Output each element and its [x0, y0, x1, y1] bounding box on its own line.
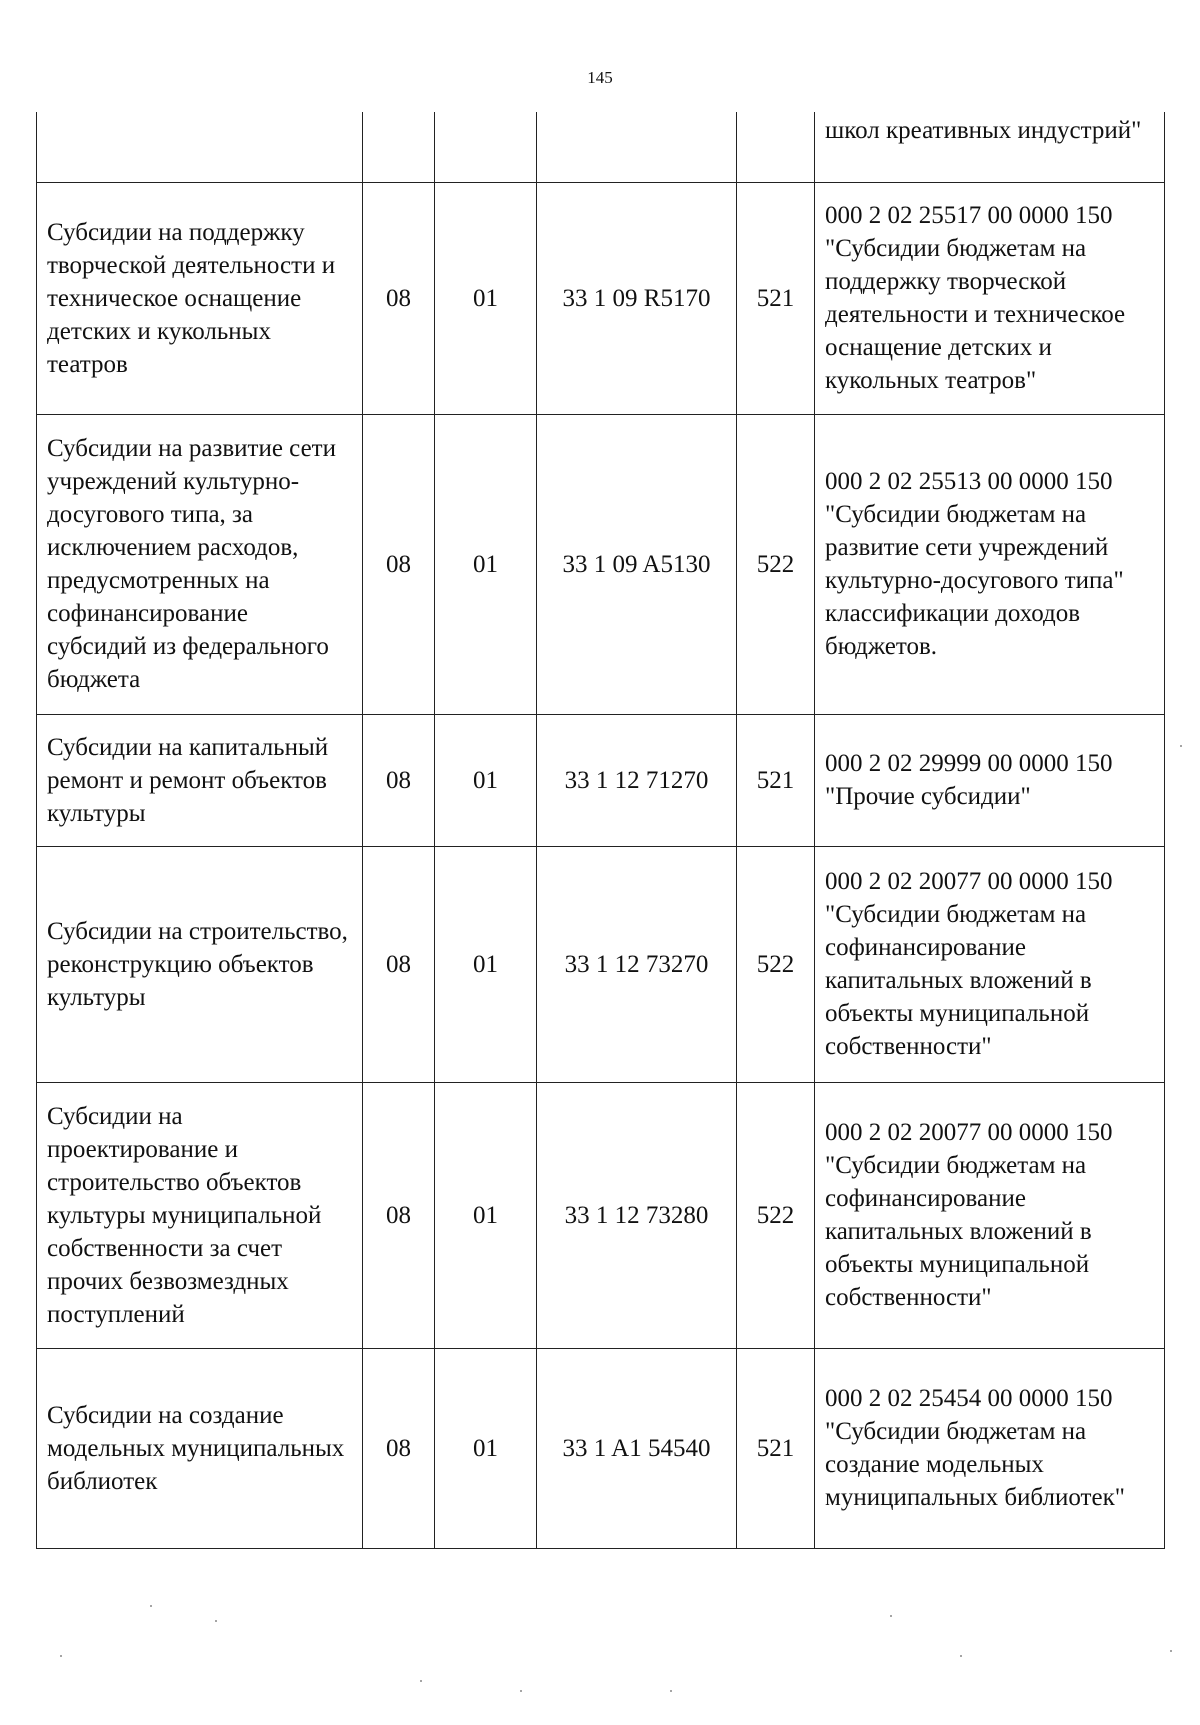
revenue-code-cell: 000 2 02 25517 00 0000 150 "Субсидии бюджетам на поддержку творческой деятельности и техническое оснащение детских и кукольных театров" — [815, 182, 1165, 414]
section-cell: 08 — [363, 714, 435, 846]
revenue-code-cell: 000 2 02 29999 00 0000 150 "Прочие субсидии" — [815, 714, 1165, 846]
scan-speck — [215, 1620, 217, 1622]
table-row — [37, 414, 1165, 714]
table-row — [37, 714, 1165, 846]
scan-speck — [420, 1680, 422, 1682]
scan-speck — [150, 1605, 152, 1607]
scan-speck — [60, 1655, 62, 1657]
budget-classification-table — [36, 112, 1165, 1549]
expense-type-cell — [737, 112, 815, 182]
target-article-cell — [537, 112, 737, 182]
section-cell: 08 — [363, 182, 435, 414]
revenue-code-cell: 000 2 02 20077 00 0000 150 "Субсидии бюджетам на софинансирование капитальных вложений в объекты муниципальной собственности" — [815, 1082, 1165, 1348]
scan-speck — [670, 1690, 672, 1692]
expense-type-cell: 521 — [737, 1348, 815, 1548]
scan-speck — [1180, 745, 1182, 747]
expense-type-cell: 522 — [737, 846, 815, 1082]
section-cell: 08 — [363, 1348, 435, 1548]
expense-name-cell: Субсидии на создание модельных муниципальных библиотек — [37, 1348, 363, 1548]
table-row — [37, 182, 1165, 414]
scan-speck — [960, 1655, 962, 1657]
revenue-code-cell: 000 2 02 25513 00 0000 150 "Субсидии бюджетам на развитие сети учреждений культурно-досугового типа" классификации доходов бюджетов. — [815, 414, 1165, 714]
subsection-cell: 01 — [435, 414, 537, 714]
revenue-code-cell: 000 2 02 25454 00 0000 150 "Субсидии бюджетам на создание модельных муниципальных библиотек" — [815, 1348, 1165, 1548]
expense-name-cell: Субсидии на капитальный ремонт и ремонт объектов культуры — [37, 714, 363, 846]
subsection-cell — [435, 112, 537, 182]
page-number: 145 — [587, 68, 613, 87]
target-article-cell: 33 1 12 73280 — [537, 1082, 737, 1348]
subsection-cell: 01 — [435, 846, 537, 1082]
subsection-cell: 01 — [435, 1082, 537, 1348]
scan-speck — [890, 1615, 892, 1617]
target-article-cell: 33 1 09 A5130 — [537, 414, 737, 714]
revenue-code-cell: 000 2 02 20077 00 0000 150 "Субсидии бюджетам на софинансирование капитальных вложений в объекты муниципальной собственности" — [815, 846, 1165, 1082]
subsection-cell: 01 — [435, 714, 537, 846]
table-row — [37, 1082, 1165, 1348]
expense-type-cell: 521 — [737, 182, 815, 414]
subsection-cell: 01 — [435, 1348, 537, 1548]
target-article-cell: 33 1 12 73270 — [537, 846, 737, 1082]
table-row — [37, 112, 1165, 182]
section-cell: 08 — [363, 1082, 435, 1348]
section-cell: 08 — [363, 414, 435, 714]
expense-name-cell — [37, 112, 363, 182]
table-row — [37, 1348, 1165, 1548]
scan-speck — [1170, 1650, 1172, 1652]
section-cell: 08 — [363, 846, 435, 1082]
scan-speck — [520, 1690, 522, 1692]
expense-name-cell: Субсидии на поддержку творческой деятельности и техническое оснащение детских и кукольных театров — [37, 182, 363, 414]
section-cell — [363, 112, 435, 182]
expense-name-cell: Субсидии на проектирование и строительство объектов культуры муниципальной собственности за счет прочих безвозмездных поступлений — [37, 1082, 363, 1348]
subsection-cell: 01 — [435, 182, 537, 414]
table-row — [37, 846, 1165, 1082]
expense-name-cell: Субсидии на развитие сети учреждений культурно-досугового типа, за исключением расходов, предусмотренных на софинансирование субсидий из федерального бюджета — [37, 414, 363, 714]
expense-type-cell: 521 — [737, 714, 815, 846]
target-article-cell: 33 1 09 R5170 — [537, 182, 737, 414]
expense-name-cell: Субсидии на строительство, реконструкцию объектов культуры — [37, 846, 363, 1082]
expense-type-cell: 522 — [737, 414, 815, 714]
expense-type-cell: 522 — [737, 1082, 815, 1348]
target-article-cell: 33 1 A1 54540 — [537, 1348, 737, 1548]
revenue-code-cell: школ креативных индустрий" — [815, 112, 1165, 182]
target-article-cell: 33 1 12 71270 — [537, 714, 737, 846]
